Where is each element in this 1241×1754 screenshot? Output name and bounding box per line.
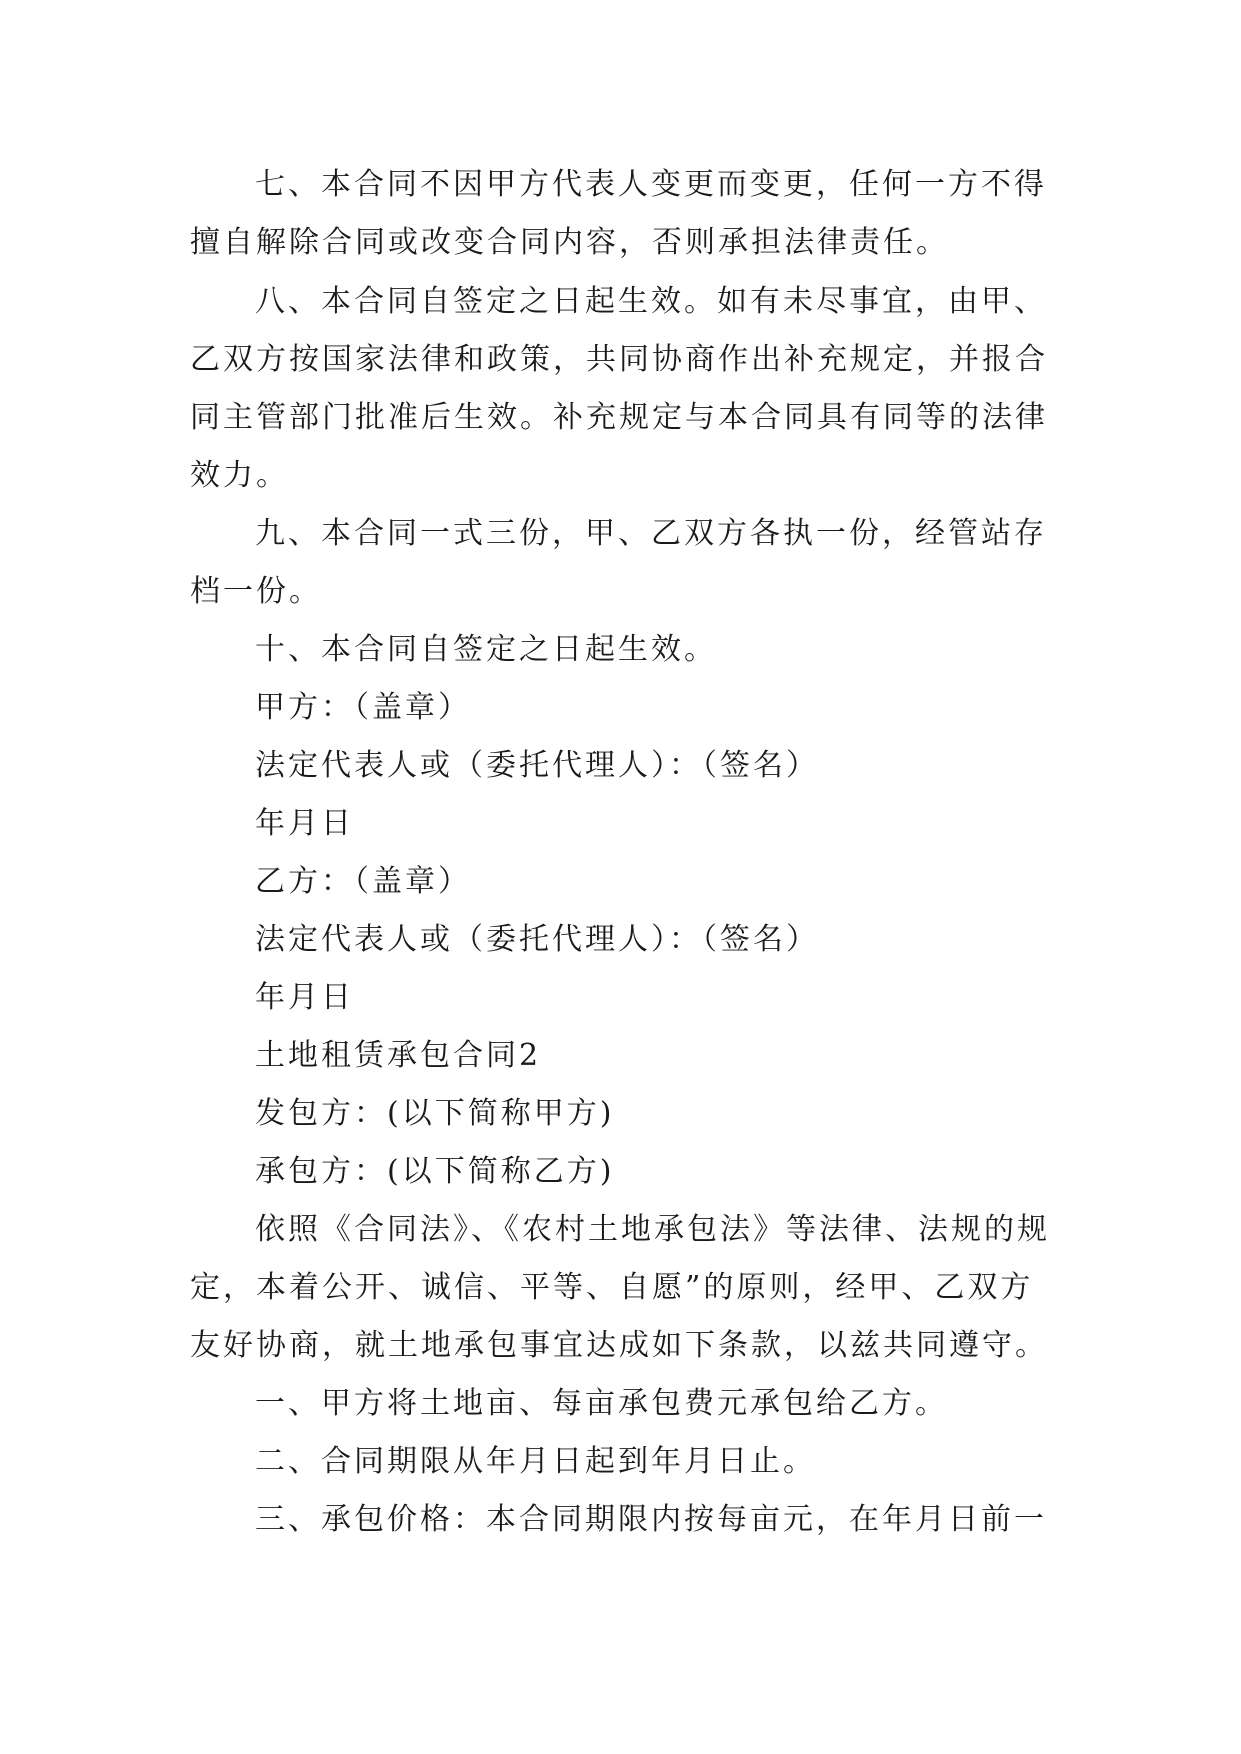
preamble-line-2: 定，本着公开、诚信、平等、自愿”的原则，经甲、乙双方: [190, 1270, 1034, 1305]
clause-10: 十、本合同自签定之日起生效。: [255, 632, 717, 667]
clause-9-line-1: 九、本合同一式三份，甲、乙双方各执一份，经管站存: [255, 516, 1047, 551]
clause-7-line-1: 七、本合同不因甲方代表人变更而变更，任何一方不得: [255, 167, 1047, 202]
contractor-issuer: 发包方：(以下简称甲方): [255, 1096, 615, 1131]
clause-8-line-4: 效力。: [190, 458, 289, 493]
contractor-receiver: 承包方：(以下简称乙方): [255, 1154, 615, 1189]
article-2: 二、合同期限从年月日起到年月日止。: [255, 1444, 816, 1479]
article-1: 一、甲方将土地亩、每亩承包费元承包给乙方。: [255, 1386, 948, 1421]
party-a-seal: 甲方：（盖章）: [255, 690, 471, 725]
preamble-line-1: 依照《合同法》、《农村土地承包法》等法律、法规的规: [255, 1212, 1050, 1247]
party-b-date: 年月日: [255, 980, 354, 1015]
contract-2-title: 土地租赁承包合同2: [255, 1038, 542, 1073]
clause-8-line-2: 乙双方按国家法律和政策，共同协商作出补充规定，并报合: [190, 342, 1048, 377]
party-b-seal: 乙方：（盖章）: [255, 864, 471, 899]
article-3-line-1: 三、承包价格：本合同期限内按每亩元，在年月日前一: [255, 1502, 1047, 1537]
clause-8-line-1: 八、本合同自签定之日起生效。如有未尽事宜，由甲、: [255, 284, 1047, 319]
party-b-representative: 法定代表人或（委托代理人）：（签名）: [255, 922, 819, 957]
clause-7-line-2: 擅自解除合同或改变合同内容，否则承担法律责任。: [190, 225, 949, 260]
party-a-representative: 法定代表人或（委托代理人）：（签名）: [255, 748, 819, 783]
party-a-date: 年月日: [255, 806, 354, 841]
clause-8-line-3: 同主管部门批准后生效。补充规定与本合同具有同等的法律: [190, 400, 1048, 435]
preamble-line-3: 友好协商，就土地承包事宜达成如下条款，以兹共同遵守。: [190, 1328, 1048, 1363]
clause-9-line-2: 档一份。: [190, 574, 322, 609]
